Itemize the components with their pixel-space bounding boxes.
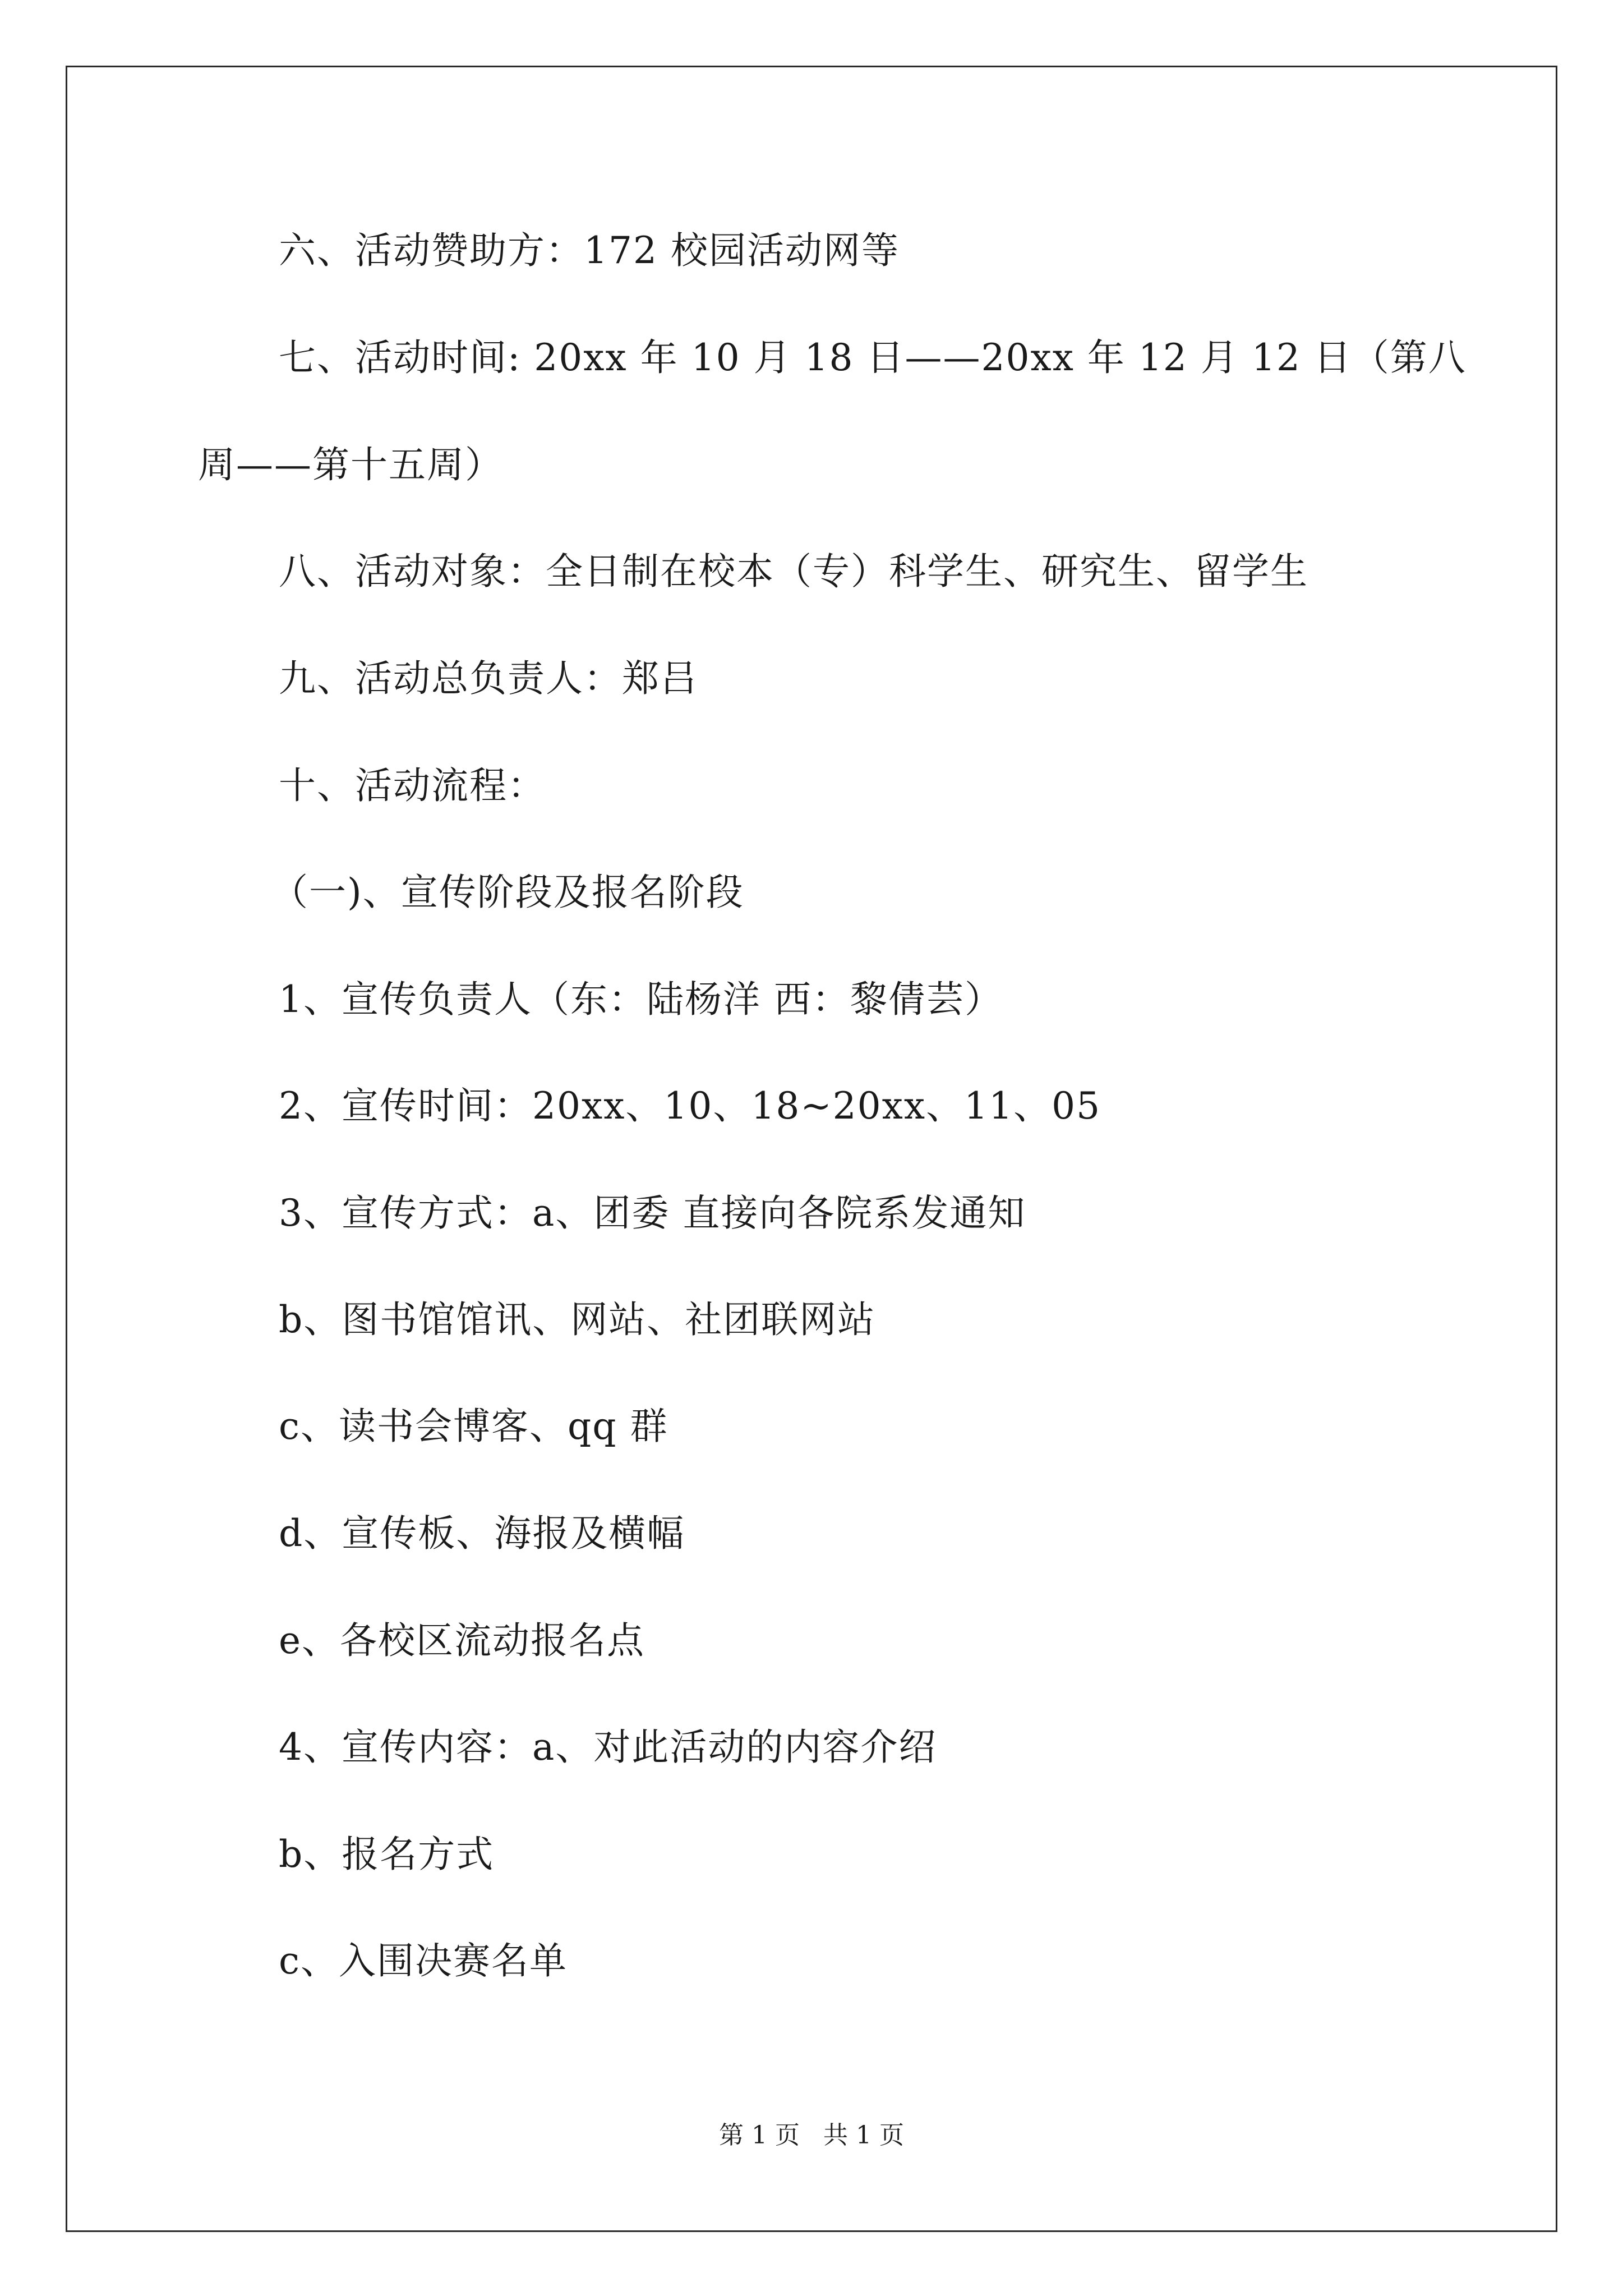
list-item: 3、宣传方式：a、团委 直接向各院系发通知 xyxy=(279,1191,1026,1235)
sponsor-line: 六、活动赞助方：172 校园活动网等 xyxy=(279,229,900,272)
time-line-continued: 周——第十五周） xyxy=(198,443,503,486)
time-line: 七、活动时间: 20xx 年 10 月 18 日——20xx 年 12 月 12 日（第八 xyxy=(279,336,1467,379)
audience-line: 八、活动对象：全日制在校本（专）科学生、研究生、留学生 xyxy=(279,550,1308,593)
list-item: d、宣传板、海报及横幅 xyxy=(279,1512,685,1555)
list-item: 1、宣传负责人（东：陆杨洋 西：黎倩芸） xyxy=(279,978,1003,1021)
process-heading: 十、活动流程： xyxy=(279,764,546,807)
stage-heading: （一)、宣传阶段及报名阶段 xyxy=(271,871,744,914)
list-item: c、读书会博客、qq 群 xyxy=(279,1405,668,1448)
list-item: b、报名方式 xyxy=(279,1833,495,1876)
list-item: 2、宣传时间：20xx、10、18~20xx、11、05 xyxy=(279,1084,1101,1128)
list-item: 4、宣传内容：a、对此活动的内容介绍 xyxy=(279,1726,937,1769)
page-total: 共 1 页 xyxy=(823,2121,904,2150)
list-item: b、图书馆馆讯、网站、社团联网站 xyxy=(279,1298,876,1341)
list-item: c、入围决赛名单 xyxy=(279,1939,568,1982)
page-footer xyxy=(0,2123,1623,2148)
list-item: e、各校区流动报名点 xyxy=(279,1619,645,1662)
page-number: 第 1 页 xyxy=(719,2121,800,2150)
director-line: 九、活动总负责人：郑吕 xyxy=(279,657,698,700)
